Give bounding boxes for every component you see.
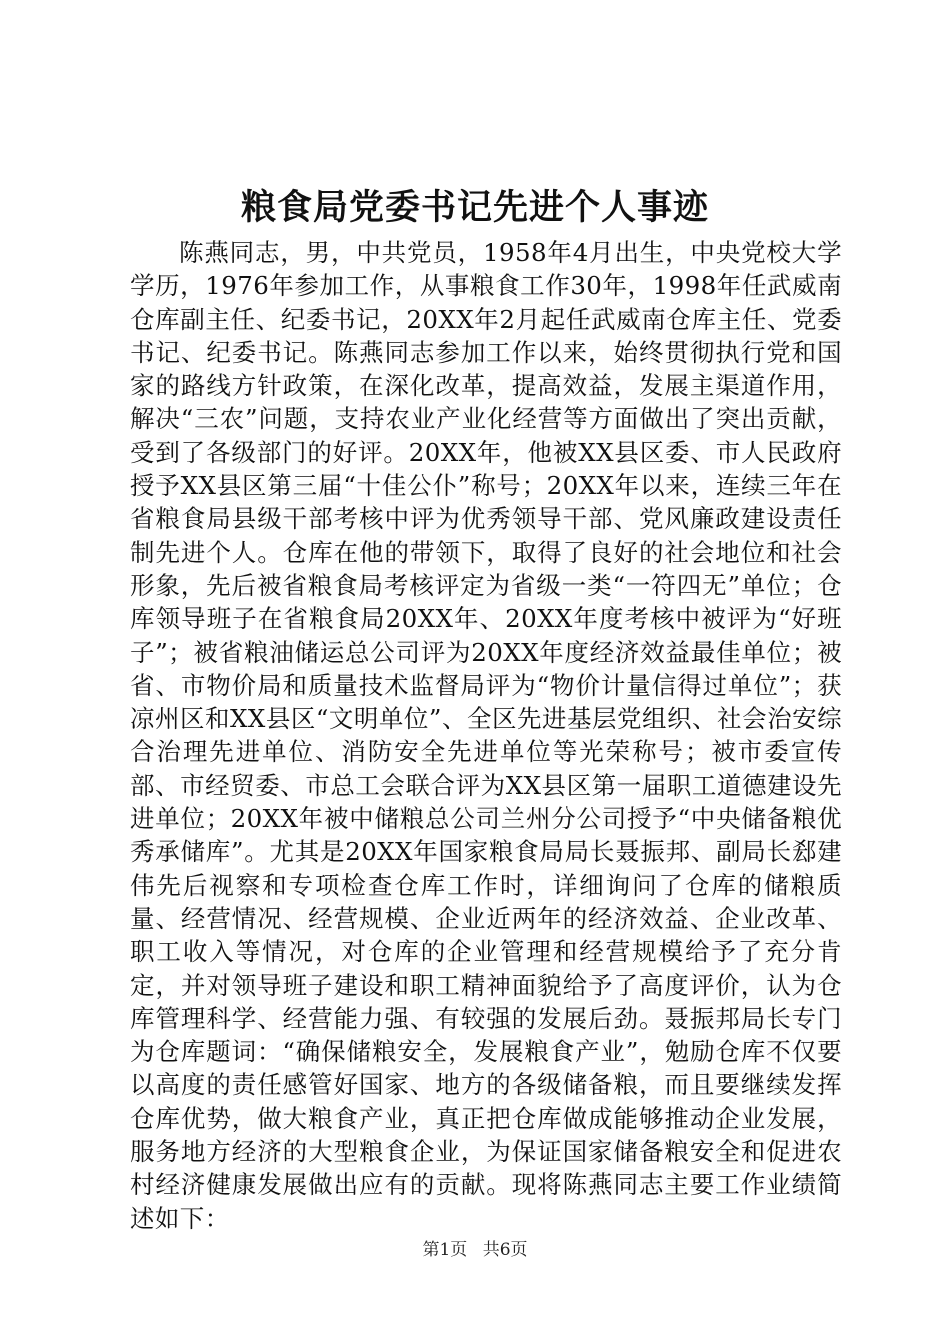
page-total: 共6页 — [482, 1240, 528, 1260]
document-title: 粮食局党委书记先进个人事迹 — [240, 188, 709, 228]
page-number: 第1页 — [422, 1240, 468, 1260]
body-paragraph: 陈燕同志，男，中共党员，1958年4月出生，中央党校大学学历，1976年参加工作，从事粮食工作30年，1998年任武威南仓库副主任、纪委书记，20XX年2月起任武威南仓库主任、党委书记、纪委书记。陈燕同志参加工作以来，始终贯彻执行党和国家的路线方针政策，在深化改革，提高效益，发展主渠道作用，解决“三农”问题，支持农业产业化经营等方面做出了突出贡献，受到了各级部门的好评。20XX年，他被XX县区委、市人民政府授予XX县区第三届“十佳公仆”称号；20XX年以来，连续三年在省粮食局县级干部考核中评为优秀领导干部、党风廉政建设责任制先进个人。仓库在他的带领下，取得了良好的社会地位和社会形象，先后被省粮食局考核评定为省级一类“一符四无”单位；仓库领导班子在省粮食局20XX年、20XX年度考核中被评为“好班子”；被省粮油储运总公司评为20XX年度经济效益最佳单位；被省、市物价局和质量技术监督局评为“物价计量信得过单位”；获凉州区和XX县区“文明单位”、全区先进基层党组织、社会治安综合治理先进单位、消防安全先进单位等光荣称号；被市委宣传部、市经贸委、市总工会联合评为XX县区第一届职工道德建设先进单位；20XX年被中储粮总公司兰州分公司授予“中央储备粮优秀承储库”。尤其是20XX年国家粮食局局长聂振邦、副局长郄建伟先后视察和专项检查仓库工作时，详细询问了仓库的储粮质量、经营情况、经营规模、企业近两年的经济效益、企业改革、职工收入等情况，对仓库的企业管理和经营规模给予了充分肯定，并对领导班子建设和职工精神面貌给予了高度评价，认为仓库管理科学、经营能力强、有较强的发展后劲。聂振邦局长专门为仓库题词：“确保储粮安全，发展粮食产业”，勉励仓库不仅要以高度的责任感管好国家、地方的各级储备粮，而且要继续发挥仓库优势，做大粮食产业，真正把仓库做成能够推动企业发展，服务地方经济的大型粮食企业，为保证国家储备粮安全和促进农村经济健康发展做出应有的贡献。现将陈燕同志主要工作业绩简述如下： — [130, 238, 842, 1233]
page-footer — [0, 1238, 950, 1262]
